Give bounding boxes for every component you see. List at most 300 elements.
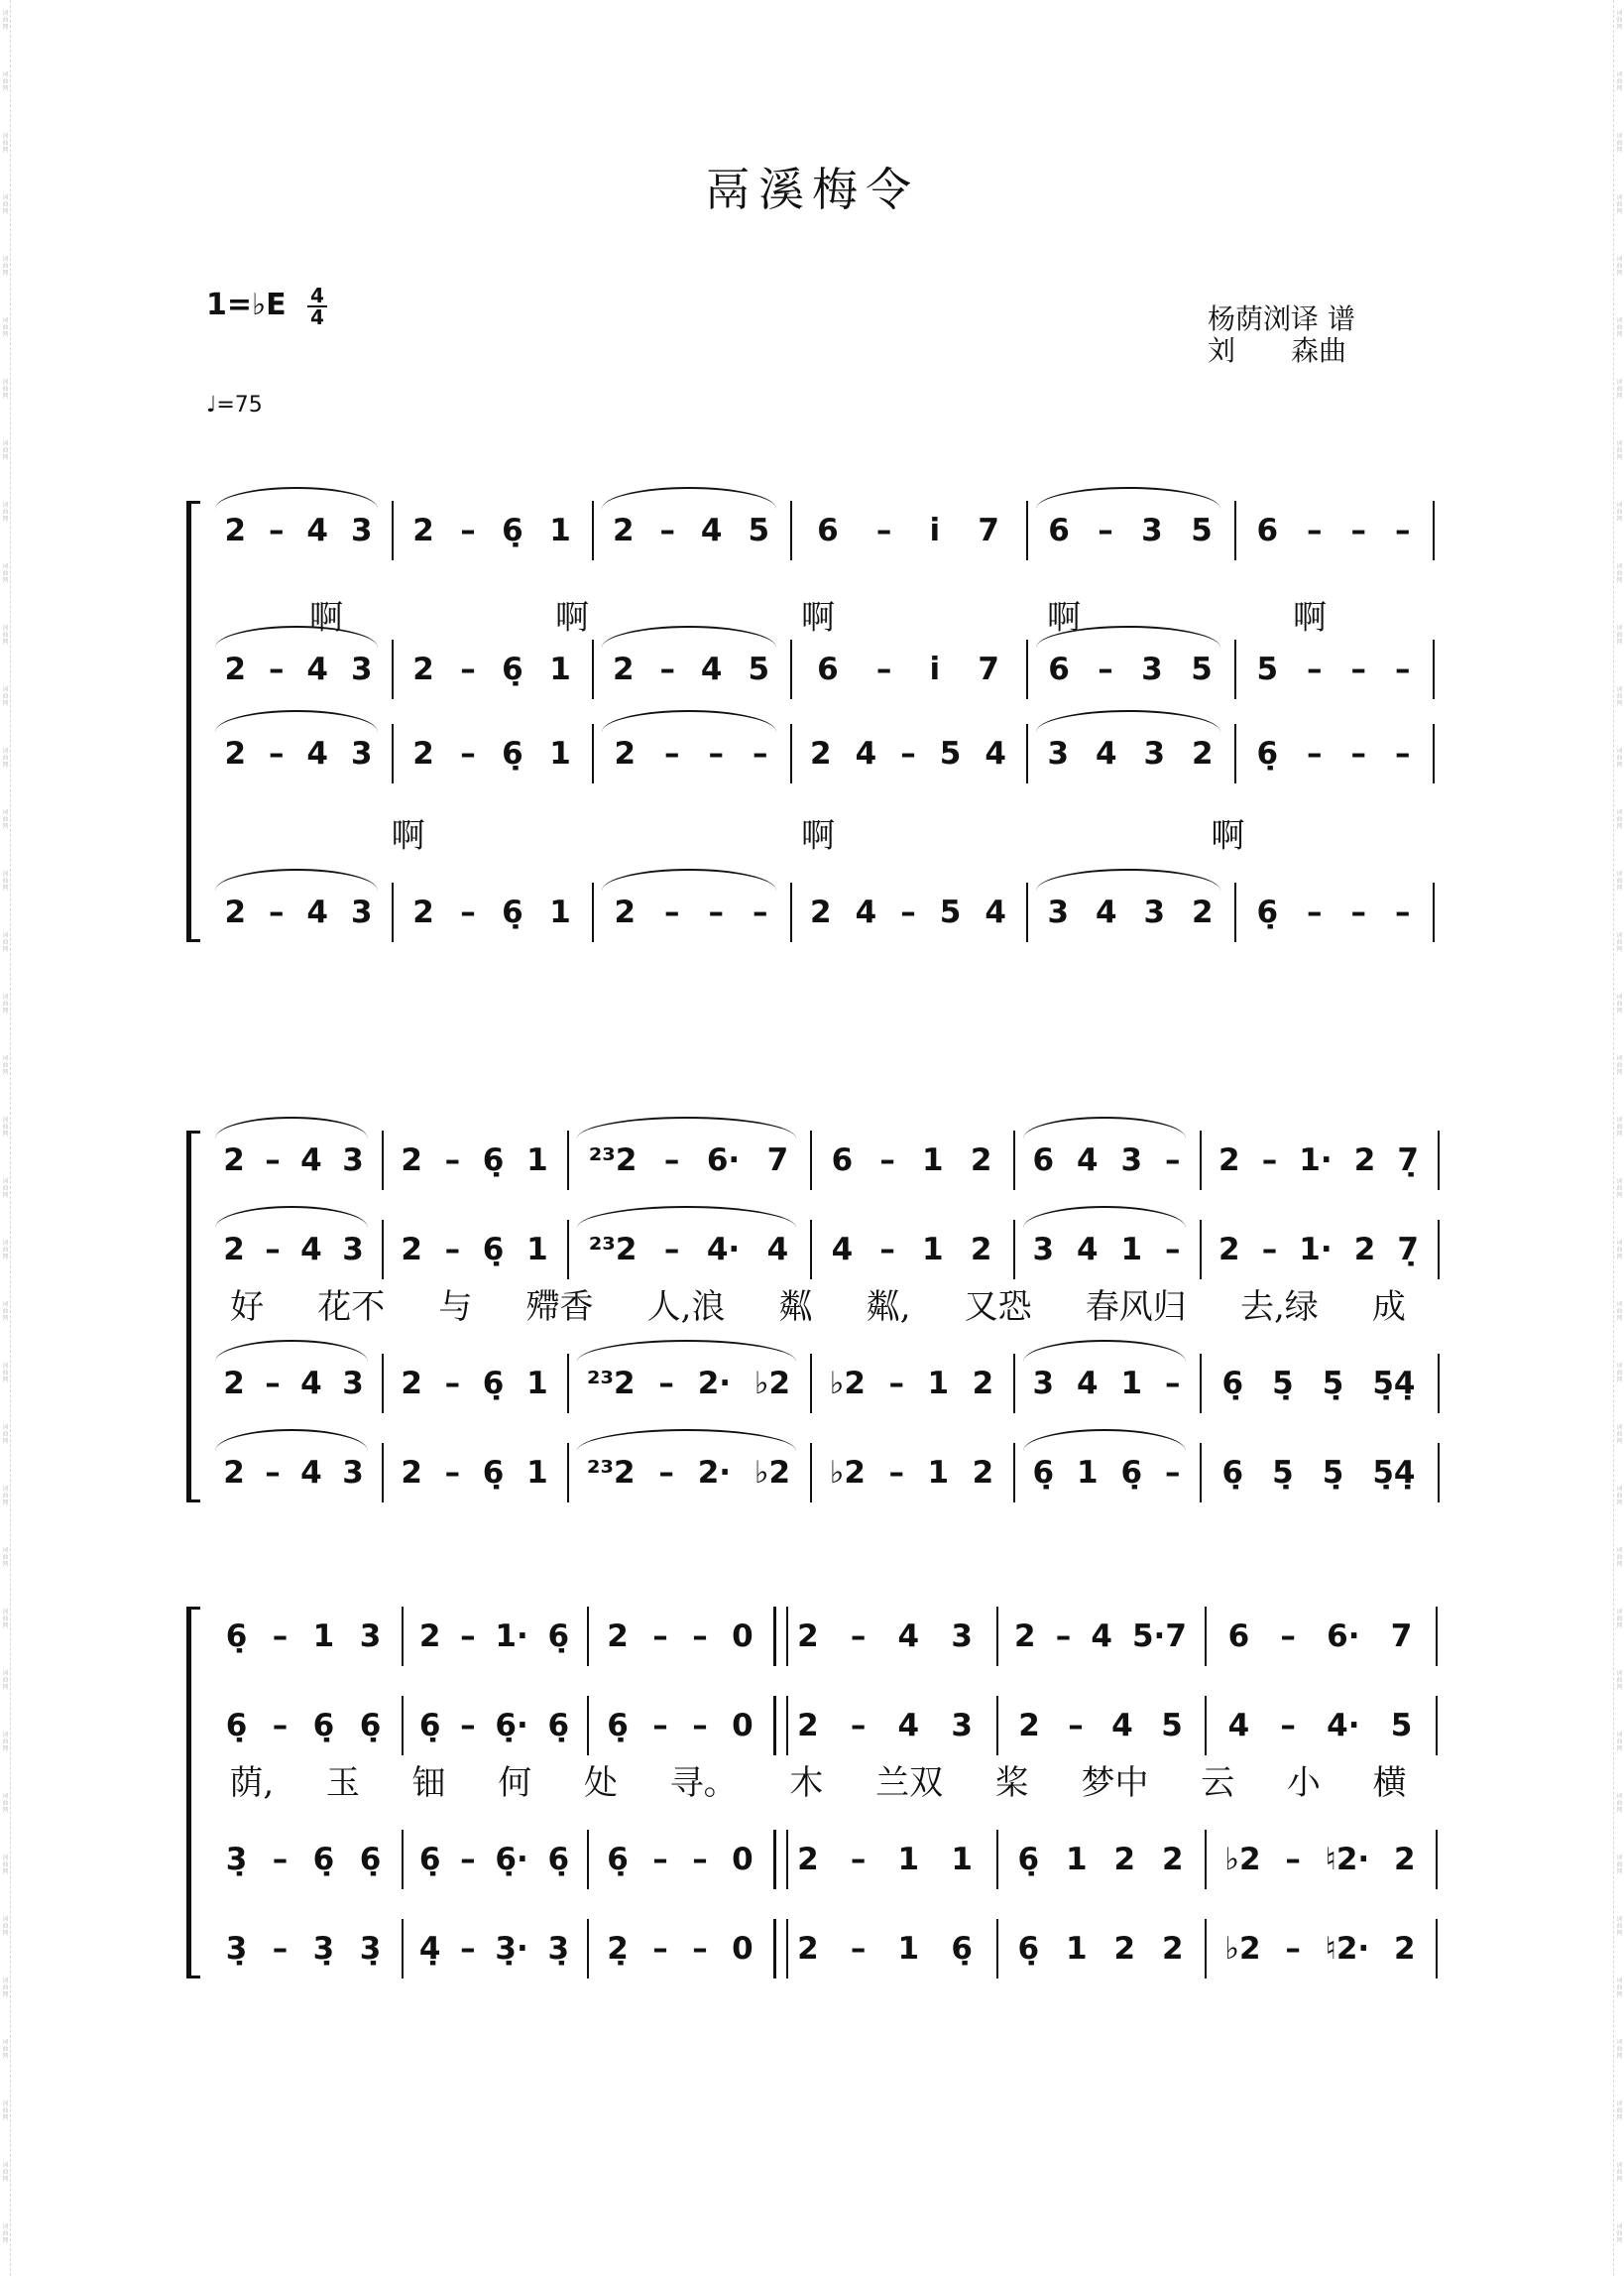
- note: 4: [306, 895, 328, 930]
- note: 2: [401, 1232, 422, 1267]
- note: 3: [1143, 895, 1166, 930]
- note: ♭2: [1224, 1842, 1261, 1877]
- lyric-syllable: 啊: [391, 816, 425, 856]
- note: –: [1261, 1232, 1278, 1267]
- note: 5: [1161, 1708, 1183, 1743]
- measure: [595, 1607, 765, 1666]
- measure: [1004, 1607, 1197, 1666]
- barline: [1234, 883, 1236, 942]
- watermark-text: 词 曲 网: [2, 2223, 9, 2244]
- note: –: [900, 895, 916, 930]
- measure: [400, 883, 584, 942]
- measure: [798, 724, 1018, 783]
- note: 3̣: [225, 1931, 248, 1967]
- barline: [1200, 1220, 1202, 1279]
- measure: [781, 1607, 988, 1666]
- measure: [213, 1830, 394, 1889]
- note: –: [460, 1618, 476, 1654]
- note: 1: [526, 1366, 548, 1401]
- note: 3̣: [547, 1931, 570, 1967]
- note: 2: [412, 895, 434, 930]
- note: –: [460, 895, 476, 930]
- note: 2: [223, 1366, 245, 1401]
- lyric-syllable: 处: [583, 1763, 618, 1803]
- note: 3: [342, 1366, 364, 1401]
- barline: [790, 640, 792, 699]
- slur: [577, 1117, 796, 1138]
- barline: [1234, 640, 1236, 699]
- note: 6̣: [359, 1842, 382, 1877]
- note: 6̣: [1120, 1455, 1143, 1491]
- watermark-text: 词 曲 网: [1616, 1977, 1623, 1998]
- note: –: [1394, 513, 1411, 548]
- note: 2: [412, 652, 434, 687]
- note: 6̣: [312, 1842, 335, 1877]
- measure: [575, 1443, 802, 1502]
- time-signature-bottom: 4: [307, 305, 327, 327]
- note: 6̣·: [495, 1708, 528, 1743]
- note: 3: [350, 513, 373, 548]
- note: –: [265, 1366, 281, 1401]
- note: 2: [1191, 895, 1214, 930]
- note: 1: [1065, 1931, 1088, 1967]
- barline: [1234, 501, 1236, 560]
- note: 4: [766, 1232, 789, 1267]
- measure: [781, 1919, 988, 1978]
- note: –: [1165, 1366, 1181, 1401]
- note: –: [1394, 895, 1411, 930]
- note: 4: [897, 1618, 920, 1654]
- watermark-text: 词 曲 网: [1616, 2100, 1623, 2121]
- slur: [1023, 1429, 1186, 1451]
- lyric-syllable: 啊: [555, 598, 589, 638]
- lyric-syllable: 人,浪: [646, 1287, 726, 1327]
- note: 2: [1161, 1931, 1184, 1967]
- measure: [213, 1354, 374, 1413]
- note: –: [875, 513, 892, 548]
- note: 6: [817, 652, 839, 687]
- measure: [409, 1830, 579, 1889]
- note: 6̣: [1032, 1455, 1055, 1491]
- barline: [392, 640, 394, 699]
- barline: [790, 883, 792, 942]
- measure: [1021, 1131, 1192, 1190]
- note: –: [1394, 736, 1411, 772]
- note: 6·: [706, 1142, 741, 1178]
- note: 3̣: [312, 1931, 335, 1967]
- barline: [392, 883, 394, 942]
- measure: [213, 1919, 394, 1978]
- note: 2: [224, 652, 247, 687]
- watermark-text: 词 曲 网: [2, 871, 9, 892]
- measure: [390, 1354, 559, 1413]
- system-bracket: [186, 501, 191, 942]
- composer-credit: 刘 森曲: [1208, 334, 1347, 367]
- note: 6̣: [225, 1618, 248, 1654]
- note: 4: [306, 736, 328, 772]
- note: ♮2·: [1325, 1842, 1370, 1877]
- note: –: [1307, 736, 1323, 772]
- note: 4·: [1327, 1708, 1360, 1743]
- slur: [602, 487, 776, 509]
- lyric-syllable: 好: [230, 1287, 265, 1327]
- note: 1: [549, 652, 571, 687]
- note: 5̣: [1272, 1366, 1294, 1401]
- measure: [213, 1696, 394, 1755]
- watermark-text: 词 曲 网: [2, 2100, 9, 2121]
- watermark-text: 词 曲 网: [1616, 871, 1623, 892]
- note: 6̣: [418, 1842, 441, 1877]
- note: 2: [614, 895, 637, 930]
- lyric-syllable: 横: [1372, 1763, 1407, 1803]
- note: –: [879, 1142, 895, 1178]
- measure: [1213, 1696, 1428, 1755]
- note: 6̣: [225, 1708, 248, 1743]
- note: –: [652, 1842, 668, 1877]
- note: 5: [748, 652, 770, 687]
- note: 4: [855, 895, 877, 930]
- slur: [577, 1340, 796, 1362]
- watermark-text: 词 曲 网: [2, 1363, 9, 1383]
- barline: [1026, 883, 1028, 942]
- watermark-text: 词 曲 网: [2, 1670, 9, 1691]
- note: 3: [342, 1142, 364, 1178]
- watermark-text: 词 曲 网: [2, 10, 9, 31]
- note: 5: [1256, 652, 1279, 687]
- slur: [1036, 869, 1220, 891]
- watermark-text: 词 曲 网: [1616, 994, 1623, 1015]
- watermark-text: 词 曲 网: [1616, 1178, 1623, 1199]
- note: 3: [1032, 1366, 1055, 1401]
- watermark-text: 词 曲 网: [2, 1424, 9, 1445]
- measure: [390, 1443, 559, 1502]
- note: 2: [810, 895, 832, 930]
- note: 2: [1353, 1232, 1376, 1267]
- note: 6̣: [1256, 736, 1279, 772]
- lyric-syllable: 啊: [1047, 598, 1081, 638]
- barline: [1026, 640, 1028, 699]
- note: 6̣: [502, 895, 523, 930]
- note: 1: [549, 513, 571, 548]
- watermark-text: 词 曲 网: [2, 932, 9, 953]
- note: 1: [526, 1232, 548, 1267]
- watermark-text: 词 曲 网: [1616, 440, 1623, 461]
- note: ♭2: [829, 1366, 866, 1401]
- note: 2: [1113, 1931, 1136, 1967]
- left-margin-strip: [0, 0, 11, 2276]
- measure: [818, 1354, 1005, 1413]
- measure: [1213, 1830, 1428, 1889]
- note: i̇: [929, 513, 941, 548]
- barline: [567, 1220, 569, 1279]
- lyric-syllable: 粼,: [866, 1287, 911, 1327]
- note: 6̣: [482, 1232, 505, 1267]
- measure: [390, 1131, 559, 1190]
- note: 3: [1047, 736, 1070, 772]
- barline: [1205, 1696, 1207, 1755]
- watermark-text: 词 曲 网: [1616, 1424, 1623, 1445]
- note: –: [692, 1931, 708, 1967]
- measure: [213, 724, 384, 783]
- barline: [790, 501, 792, 560]
- barline: [1438, 1443, 1440, 1502]
- note: –: [652, 1618, 668, 1654]
- measure: [1242, 883, 1425, 942]
- barline: [1436, 1696, 1438, 1755]
- note: –: [1350, 895, 1366, 930]
- watermark-text: 词 曲 网: [1616, 71, 1623, 92]
- note: –: [1350, 652, 1366, 687]
- note: 2: [1393, 1842, 1416, 1877]
- measure: [781, 1830, 988, 1889]
- watermark-text: 词 曲 网: [2, 1301, 9, 1322]
- note: –: [1350, 736, 1366, 772]
- note: 1: [549, 736, 571, 772]
- watermark-text: 词 曲 网: [1616, 625, 1623, 646]
- note: –: [272, 1931, 289, 1967]
- lyric-syllable: 寻。: [669, 1763, 738, 1803]
- note: 1: [922, 1232, 944, 1267]
- lyric-syllable: 玉: [325, 1763, 360, 1803]
- barline: [1436, 1607, 1438, 1666]
- note: 6̣: [1221, 1366, 1244, 1401]
- note: –: [900, 736, 916, 772]
- barline: [567, 1443, 569, 1502]
- note: 2: [1191, 736, 1214, 772]
- measure: [595, 1696, 765, 1755]
- note: 4: [1095, 895, 1117, 930]
- measure: [600, 640, 782, 699]
- note: 5: [748, 513, 770, 548]
- note: –: [1165, 1455, 1181, 1491]
- lyric-syllable: 钿: [411, 1763, 446, 1803]
- system-bracket: [186, 1131, 191, 1502]
- note: –: [1165, 1232, 1181, 1267]
- note: 1: [951, 1842, 973, 1877]
- slur: [1023, 1206, 1186, 1228]
- note: 2: [412, 513, 434, 548]
- note: 2: [612, 513, 635, 548]
- barline: [587, 1919, 589, 1978]
- note: 2: [223, 1232, 245, 1267]
- barline: [1200, 1354, 1202, 1413]
- barline: [1013, 1220, 1015, 1279]
- note: 4: [1076, 1142, 1099, 1178]
- note: –: [663, 1142, 680, 1178]
- barline: [402, 1607, 404, 1666]
- watermark-text: 词 曲 网: [2, 1609, 9, 1629]
- note: –: [1350, 513, 1366, 548]
- note: 2: [418, 1618, 441, 1654]
- note: 3: [951, 1708, 973, 1743]
- lyric-syllable: 云: [1201, 1763, 1235, 1803]
- note: –: [850, 1618, 867, 1654]
- note: –: [658, 1366, 674, 1401]
- barline: [382, 1131, 384, 1190]
- note: 2: [1113, 1842, 1136, 1877]
- note: ♭2: [829, 1455, 866, 1491]
- note: 5: [1390, 1708, 1413, 1743]
- lyric-syllable: 春风归: [1085, 1287, 1187, 1327]
- watermark-text: 词 曲 网: [1616, 1670, 1623, 1691]
- watermark-text: 词 曲 网: [1616, 809, 1623, 830]
- barline: [996, 1919, 998, 1978]
- note: –: [272, 1618, 289, 1654]
- lyric-syllable: 啊: [801, 598, 835, 638]
- lyrics-row: [203, 1755, 1433, 1804]
- note: 3̣: [225, 1842, 248, 1877]
- note: 3: [1141, 513, 1163, 548]
- measure: [400, 724, 584, 783]
- note: 1: [312, 1618, 335, 1654]
- note: 6̣·: [495, 1842, 528, 1877]
- barline: [996, 1830, 998, 1889]
- note: ♭2: [1224, 1931, 1261, 1967]
- measure: [575, 1131, 802, 1190]
- note: –: [652, 1708, 668, 1743]
- barline: [392, 501, 394, 560]
- note: 6: [817, 513, 839, 548]
- measure: [213, 1443, 374, 1502]
- note: –: [265, 1142, 281, 1178]
- note: 4: [1111, 1708, 1133, 1743]
- note: –: [692, 1708, 708, 1743]
- watermark-text: 词 曲 网: [2, 1855, 9, 1875]
- watermark-text: 词 曲 网: [2, 809, 9, 830]
- note: 7: [766, 1142, 789, 1178]
- note: 6̣: [502, 652, 523, 687]
- note: 6̣: [1017, 1931, 1040, 1967]
- note: 2: [810, 736, 832, 772]
- note: 4: [897, 1708, 920, 1743]
- note: –: [272, 1842, 289, 1877]
- barline: [1013, 1443, 1015, 1502]
- note: –: [444, 1232, 461, 1267]
- slur: [577, 1429, 796, 1451]
- barline: [1436, 1919, 1438, 1978]
- note: 1: [1120, 1232, 1143, 1267]
- watermark-text: 词 曲 网: [1616, 1855, 1623, 1875]
- note: 5: [939, 895, 962, 930]
- measure: [409, 1696, 579, 1755]
- note: i̇: [929, 652, 941, 687]
- measure: [1213, 1607, 1428, 1666]
- note: 2: [972, 1455, 994, 1491]
- barline: [1438, 1354, 1440, 1413]
- barline: [567, 1131, 569, 1190]
- note: –: [1068, 1708, 1084, 1743]
- system-bracket: [186, 1607, 191, 1978]
- note: 4̣: [418, 1931, 441, 1967]
- note: 2: [797, 1618, 819, 1654]
- slur: [577, 1206, 796, 1228]
- watermark-text: 词 曲 网: [2, 133, 9, 154]
- slur: [215, 1206, 368, 1228]
- barline: [810, 1443, 812, 1502]
- note: 2: [970, 1232, 992, 1267]
- note: –: [444, 1142, 461, 1178]
- note: 2: [797, 1708, 819, 1743]
- barline: [1200, 1131, 1202, 1190]
- note: 2: [223, 1142, 245, 1178]
- note: –: [1261, 1142, 1278, 1178]
- watermark-text: 词 曲 网: [2, 686, 9, 707]
- barline: [1026, 501, 1028, 560]
- barline: [592, 501, 594, 560]
- barline: [790, 724, 792, 783]
- note: 6̣: [482, 1366, 505, 1401]
- lyric-syllable: 花不: [317, 1287, 386, 1327]
- watermark-text: 词 曲 网: [1616, 1609, 1623, 1629]
- measure: [1034, 640, 1226, 699]
- lyric-syllable: 殢香: [525, 1287, 594, 1327]
- note: 6: [1256, 513, 1279, 548]
- lyric-syllable: 成: [1371, 1287, 1406, 1327]
- watermark-text: 词 曲 网: [2, 2039, 9, 2060]
- note: –: [1098, 513, 1113, 548]
- barline: [592, 724, 594, 783]
- watermark-text: 词 曲 网: [2, 256, 9, 277]
- watermark-text: 词 曲 网: [1616, 1732, 1623, 1752]
- note: 4: [985, 895, 1006, 930]
- note: –: [460, 736, 476, 772]
- note: –: [460, 1708, 476, 1743]
- barline: [1433, 640, 1435, 699]
- measure: [798, 883, 1018, 942]
- note: –: [444, 1366, 461, 1401]
- measure: [1021, 1220, 1192, 1279]
- note: 1: [897, 1842, 920, 1877]
- note: 6̣: [1256, 895, 1279, 930]
- slur: [1023, 1340, 1186, 1362]
- measure: [400, 501, 584, 560]
- note: 3: [1032, 1232, 1055, 1267]
- watermark-text: 词 曲 网: [1616, 502, 1623, 523]
- note: 5: [1191, 513, 1213, 548]
- measure: [818, 1220, 1005, 1279]
- watermark-text: 词 曲 网: [1616, 10, 1623, 31]
- measure: [818, 1443, 1005, 1502]
- note: –: [268, 895, 285, 930]
- watermark-text: 词 曲 网: [1616, 686, 1623, 707]
- measure: [400, 640, 584, 699]
- watermark-text: 词 曲 网: [2, 1977, 9, 1998]
- note: 7̣: [1397, 1142, 1419, 1178]
- note: –: [1307, 895, 1323, 930]
- slur: [1023, 1117, 1186, 1138]
- watermark-text: 词 曲 网: [1616, 1240, 1623, 1260]
- note: 6̣: [312, 1708, 335, 1743]
- note: 3: [1143, 736, 1166, 772]
- note: 2̣: [607, 1931, 629, 1967]
- barline: [402, 1696, 404, 1755]
- measure: [409, 1919, 579, 1978]
- note: –: [1098, 652, 1113, 687]
- slur: [1036, 487, 1220, 509]
- barline: [996, 1607, 998, 1666]
- note: 7: [978, 513, 999, 548]
- lyric-syllable: 去,绿: [1239, 1287, 1319, 1327]
- watermark-text: 词 曲 网: [2, 1547, 9, 1568]
- slur: [215, 869, 378, 891]
- measure: [213, 883, 384, 942]
- note: 3: [1120, 1142, 1143, 1178]
- watermark-text: 词 曲 网: [2, 994, 9, 1015]
- slur: [215, 1340, 368, 1362]
- note: 2: [970, 1142, 992, 1178]
- note: 5̣: [1322, 1455, 1344, 1491]
- note: 6̣: [482, 1142, 505, 1178]
